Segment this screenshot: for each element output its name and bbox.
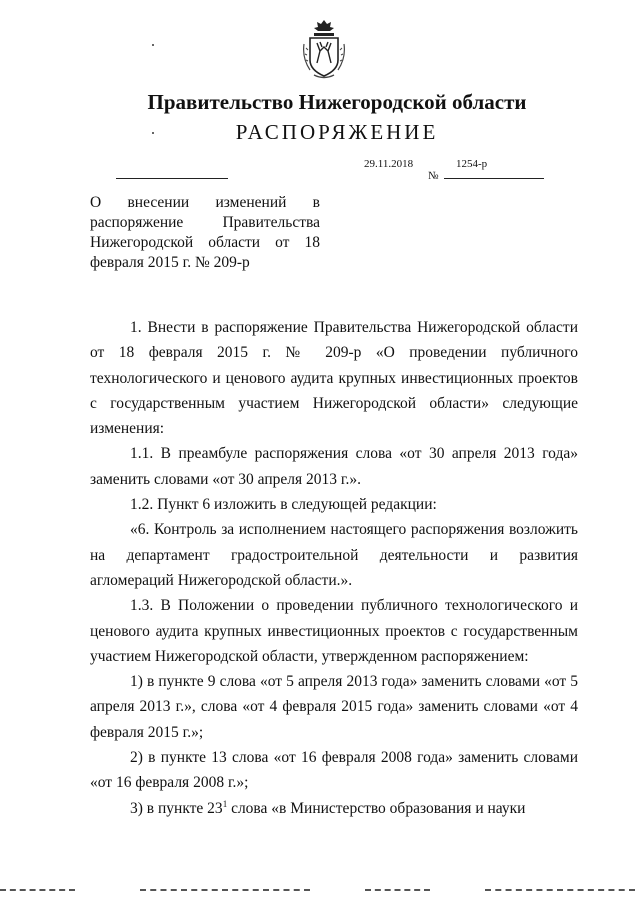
number-underline <box>444 178 544 179</box>
paragraph-last-end: слова «в Министерство образования и науки <box>227 799 526 817</box>
scan-artifact <box>485 889 635 891</box>
paragraph: 1.3. В Положении о проведении публичного технологического и ценового аудита крупных инвестиционных проектов с государственным участием Нижегородской области, утвержденном распоряжением: <box>90 597 578 665</box>
paragraph: «6. Контроль за исполнением настоящего распоряжения возложить на департамент градостроительной деятельности и развития агломераций Нижегородской области.». <box>90 521 578 589</box>
organization-title: Правительство Нижегородской области <box>147 90 527 114</box>
scan-speck <box>152 44 154 46</box>
scan-artifact <box>140 889 310 891</box>
superscript-mark: 1 <box>222 798 228 809</box>
paragraph: 2) в пункте 13 слова «от 16 февраля 2008 года» заменить словами «от 16 февраля 2008 г.»; <box>90 749 578 792</box>
document-subject: О внесении изменений в распоряжение Правительства Нижегородской области от 18 февраля 2015 г. № 209-р <box>90 194 320 271</box>
paragraph-last-start: 3) в пункте 23 <box>130 799 223 817</box>
coat-of-arms-icon <box>302 18 346 80</box>
scan-artifact <box>0 889 75 891</box>
document-type: РАСПОРЯЖЕНИЕ <box>235 120 439 144</box>
paragraph-last <box>90 796 578 821</box>
paragraph: 1.1. В преамбуле распоряжения слова «от 30 апреля 2013 года» заменить словами «от 30 апреля 2013 г.». <box>90 445 578 488</box>
scan-artifact <box>365 889 430 891</box>
scan-speck <box>152 132 154 134</box>
number-sign: № <box>428 170 439 182</box>
registration-date: 29.11.2018 <box>364 158 414 170</box>
registration-number: 1254-р <box>456 158 488 170</box>
paragraph: 1.2. Пункт 6 изложить в следующей редакции: <box>130 496 437 514</box>
date-underline <box>116 178 228 179</box>
paragraph: 1) в пункте 9 слова «от 5 апреля 2013 года» заменить словами «от 5 апреля 2013 г.», слова «от 4 февраля 2015 года» заменить словами «от 4 февраля 2015 г.»; <box>90 673 578 741</box>
paragraph: 1. Внести в распоряжение Правительства Нижегородской области от 18 февраля 2015 г. № 209-р «О проведении публичного технологического и ценового аудита крупных инвестиционных проектов с государственным участием Нижегородской области» следующие изменения: <box>90 319 578 438</box>
document-body <box>90 315 578 821</box>
